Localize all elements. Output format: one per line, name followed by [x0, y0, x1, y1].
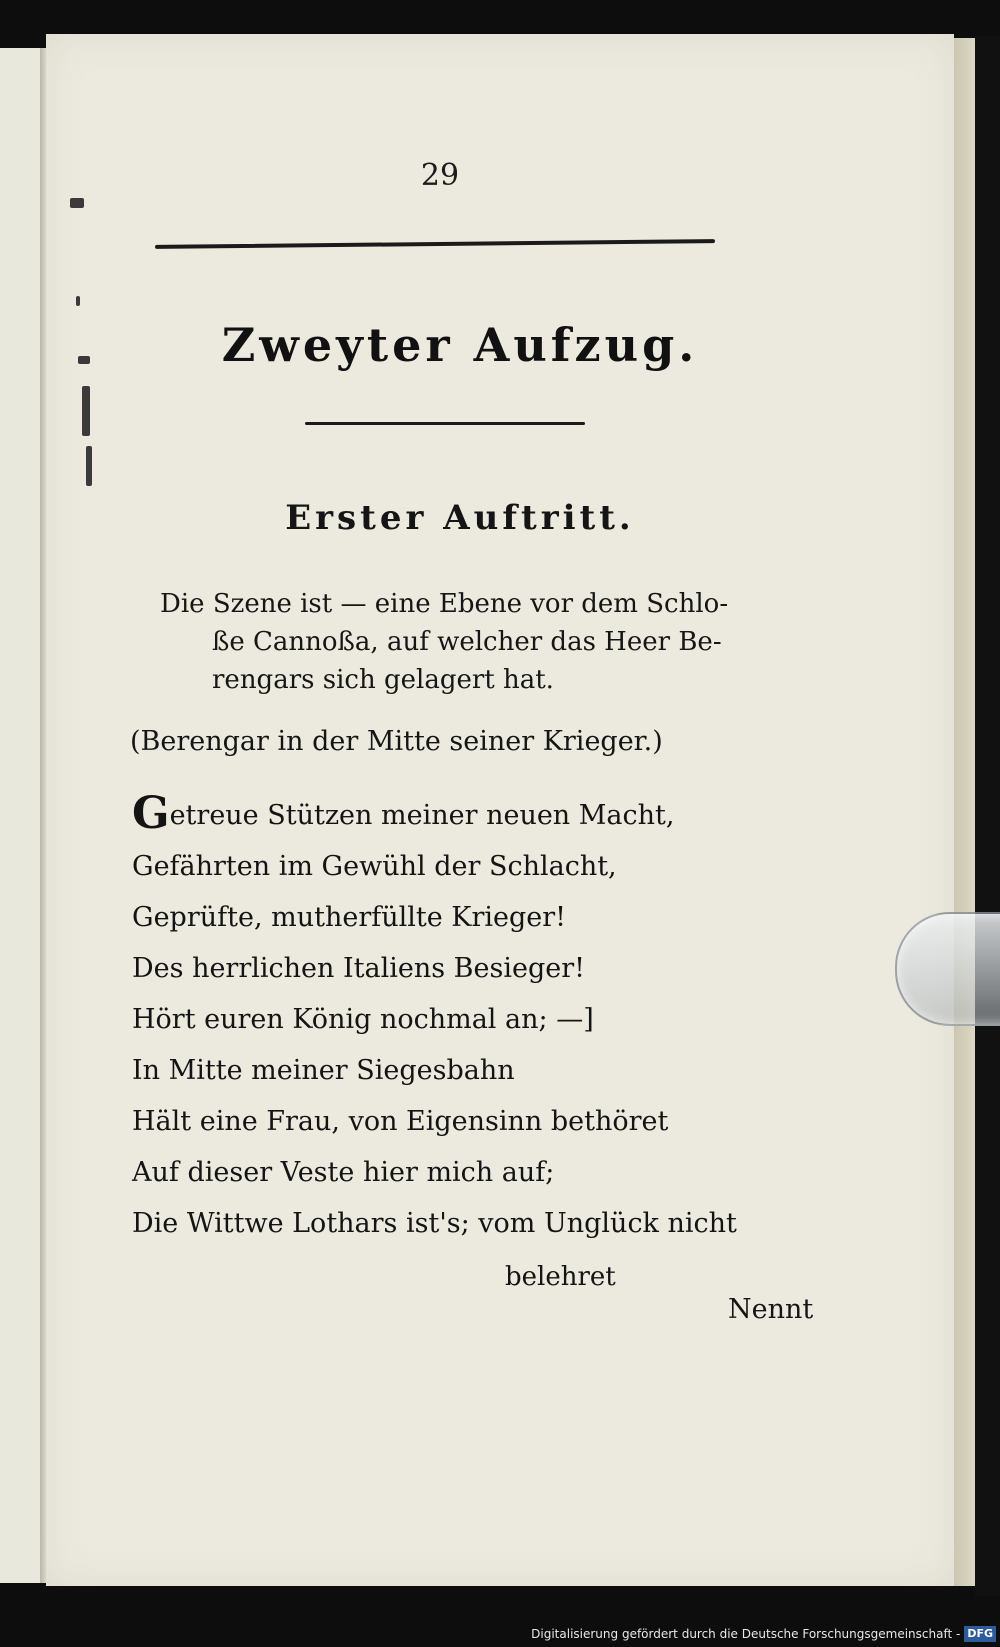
verse-line: Die Wittwe Lothars ist's; vom Unglück nicht [132, 1208, 737, 1239]
catchword: Nennt [728, 1294, 814, 1325]
drop-cap: G [132, 788, 170, 839]
scene-heading: Erster Auftritt. [285, 498, 635, 538]
scene-description [160, 585, 820, 699]
page-holder-clip [895, 912, 1000, 1026]
digitization-credit [531, 1623, 996, 1645]
scene-description-line: rengars sich gelagert hat. [212, 665, 554, 695]
scene-description-line: Die Szene ist — eine Ebene vor dem Schlo- [160, 589, 729, 619]
verse-line-text: etreue Stützen meiner neuen Macht, [169, 800, 675, 831]
decorative-rule-middle [305, 422, 585, 425]
background-strip [975, 36, 1000, 1596]
act-heading: Zweyter Aufzug. [221, 318, 699, 372]
margin-annotation-marks [68, 196, 112, 506]
stage-direction: (Berengar in der Mitte seiner Krieger.) [130, 726, 663, 757]
page-number: 29 [420, 158, 460, 193]
credit-text: Digitalisierung gefördert durch die Deutsche Forschungsgemeinschaft - [531, 1627, 961, 1641]
verse-line: In Mitte meiner Siegesbahn [132, 1055, 515, 1086]
verse-continuation: belehret [505, 1262, 616, 1292]
verse-line: Des herrlichen Italiens Besieger! [132, 953, 585, 984]
verse-line: Hält eine Frau, von Eigensinn bethöret [132, 1106, 669, 1137]
verse-line: Geprüfte, mutherfüllte Krieger! [132, 902, 567, 933]
verse-block [132, 790, 832, 1249]
verse-line [132, 790, 832, 841]
verse-line: Auf dieser Veste hier mich auf; [132, 1157, 555, 1188]
verse-line: Gefährten im Gewühl der Schlacht, [132, 851, 617, 882]
scene-description-line: ße Cannoßa, auf welcher das Heer Be- [212, 627, 722, 657]
verse-line: Hört euren König nochmal an; —] [132, 1004, 594, 1035]
dfg-logo: DFG [964, 1626, 996, 1642]
